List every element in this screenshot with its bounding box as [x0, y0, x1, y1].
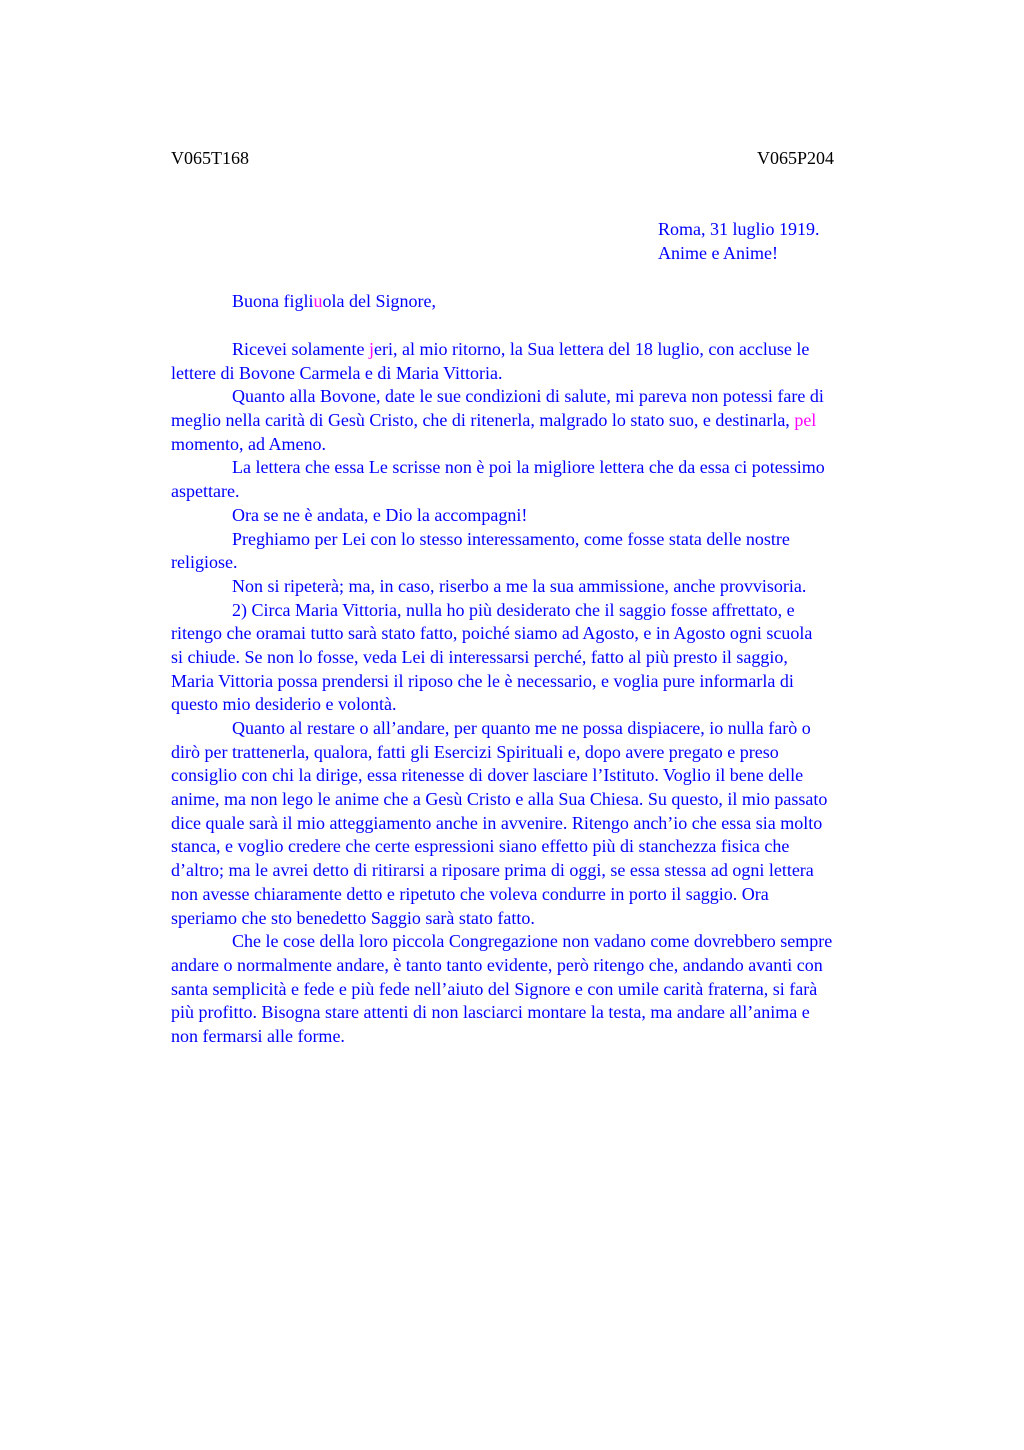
body-line-highlight: pel	[794, 410, 817, 431]
salutation-highlight: u	[313, 291, 323, 311]
body-line: speriamo che sto benedetto Saggio sarà stato fatto.	[171, 907, 535, 928]
body-line: aspettare.	[171, 481, 240, 502]
body-line: lettere di Bovone Carmela e di Maria Vittoria.	[171, 362, 503, 383]
body-line: anime, ma non lego le anime che a Gesù Cristo e alla Sua Chiesa. Su questo, il mio passato	[171, 789, 828, 810]
body-line: questo mio desiderio e volontà.	[171, 694, 397, 715]
letter-heading	[658, 218, 820, 265]
body-line: religiose.	[171, 552, 238, 573]
body-line: d’altro; ma le avrei detto di ritirarsi a riposare prima di oggi, se essa stessa ad ogni lettera	[171, 860, 814, 881]
body-line	[171, 338, 931, 362]
motto: Anime e Anime!	[658, 242, 778, 263]
salutation-text: Buona figli	[232, 291, 314, 311]
body-line: Ora se ne è andata, e Dio la accompagni!	[232, 504, 528, 525]
body-line: Che le cose della loro piccola Congregazione non vadano come dovrebbero sempre	[232, 931, 833, 952]
body-line: Maria Vittoria possa prendersi il riposo che le è necessario, e voglia pure informarla di	[171, 670, 794, 691]
body-line: Preghiamo per Lei con lo stesso interessamento, come fosse stata delle nostre	[232, 528, 790, 549]
body-line: dice quale sarà il mio atteggiamento anche in avvenire. Ritengo anch’io che essa sia molto	[171, 812, 823, 833]
document-code-right: V065P204	[757, 148, 835, 168]
body-line: 2) Circa Maria Vittoria, nulla ho più desiderato che il saggio fosse affrettato, e	[232, 599, 795, 620]
body-line-text: meglio nella carità di Gesù Cristo, che di ritenerla, malgrado lo stato suo, e destinarla,	[171, 410, 795, 431]
body-line: andare o normalmente andare, è tanto tanto evidente, però ritengo che, andando avanti con	[171, 954, 823, 975]
body-line: santa semplicità e fede e più fede nell’aiuto del Signore e con umile carità fraterna, si farà	[171, 978, 818, 999]
body-line: più profitto. Bisogna stare attenti di non lasciarci montare la testa, ma andare all’anima e	[171, 1002, 810, 1023]
body-line: Quanto al restare o all’andare, per quanto me ne possa dispiacere, io nulla farò o	[232, 718, 811, 738]
body-line: Non si ripeterà; ma, in caso, riserbo a me la sua ammissione, anche provvisoria.	[232, 575, 807, 596]
body-line: dirò per trattenerla, qualora, fatti gli Esercizi Spirituali e, dopo avere pregato e preso	[171, 741, 779, 762]
body-line	[171, 409, 931, 433]
body-line-highlight: j	[368, 339, 374, 359]
body-line: momento, ad Ameno.	[171, 433, 326, 454]
salutation-text: ola del Signore,	[322, 291, 436, 311]
body-line: La lettera che essa Le scrisse non è poi la migliore lettera che da essa ci potessimo	[232, 457, 825, 478]
document-code-left: V065T168	[171, 148, 249, 168]
body-line: ritengo che oramai tutto sarà stato fatto, poiché siamo ad Agosto, e in Agosto ogni scuola	[171, 623, 813, 644]
place-date: Roma, 31 luglio 1919.	[658, 219, 820, 239]
body-line: consiglio con chi la dirige, essa ritenesse di dover lasciare l’Istituto. Voglio il bene delle	[171, 765, 804, 786]
body-line-text: Ricevei solamente	[232, 339, 369, 359]
letter-body	[171, 338, 931, 1049]
salutation	[232, 290, 436, 314]
body-line-text: eri, al mio ritorno, la Sua lettera del 18 luglio, con accluse le	[373, 339, 810, 359]
body-line: stanca, e voglio credere che certe espressioni siano effetto più di stanchezza fisica che	[171, 836, 790, 857]
body-line: non fermarsi alle forme.	[171, 1025, 345, 1046]
body-line: si chiude. Se non lo fosse, veda Lei di interessarsi perché, fatto al più presto il saggio,	[171, 646, 788, 667]
body-line: non avesse chiaramente detto e ripetuto che voleva condurre in porto il saggio. Ora	[171, 883, 769, 904]
body-line: Quanto alla Bovone, date le sue condizioni di salute, mi pareva non potessi fare di	[232, 386, 824, 407]
